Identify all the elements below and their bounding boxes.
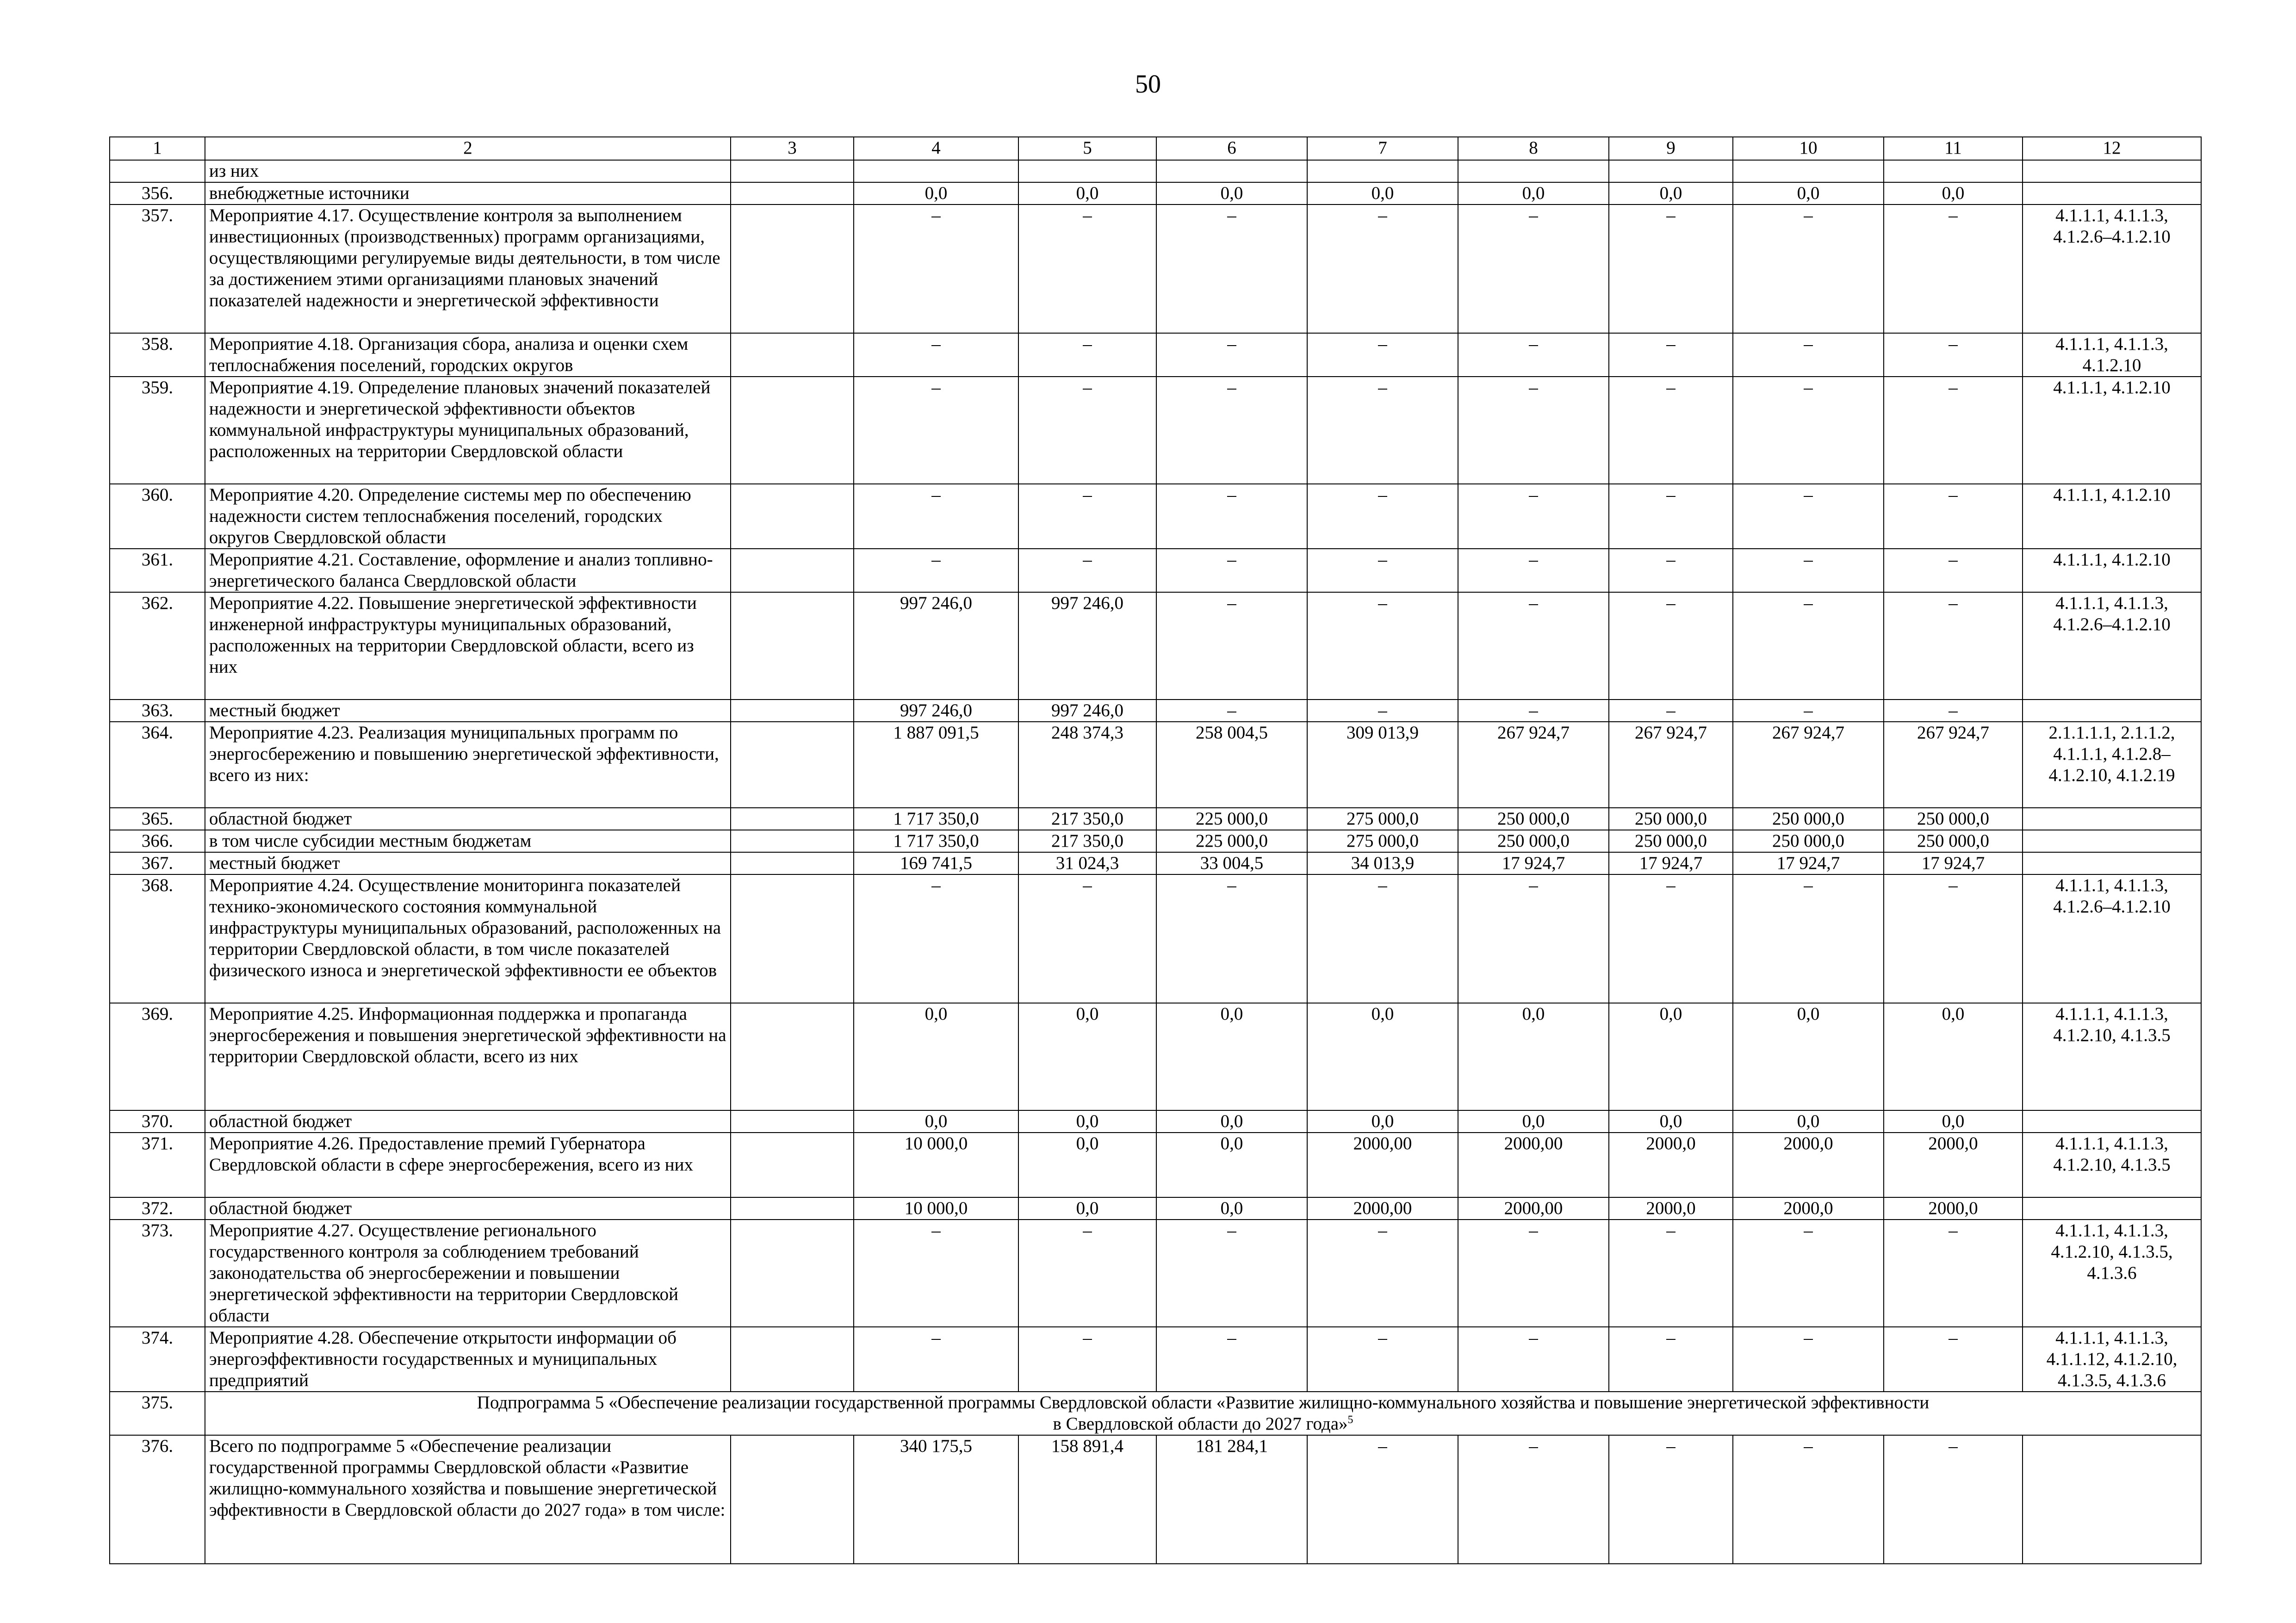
row-description: местный бюджет (205, 700, 731, 722)
value-cell: – (1884, 549, 2023, 592)
value-cell: 2000,00 (1458, 1197, 1609, 1220)
table-row (110, 1133, 2201, 1197)
value-cell (1884, 160, 2023, 182)
column-header: 2 (205, 137, 731, 160)
value-cell: – (1458, 1220, 1609, 1327)
value-cell: 0,0 (854, 1110, 1018, 1133)
row-description: Всего по подпрограмме 5 «Обеспечение реализации государственной программы Свердловской области «Развитие жилищно-коммунального хозяйства и повышение энергетической эффективности в Свердловской области до 2027 года» в том числе: (205, 1435, 731, 1564)
value-cell: 0,0 (1156, 1133, 1307, 1197)
value-cell: – (1307, 1220, 1458, 1327)
value-cell: 0,0 (1884, 1003, 2023, 1110)
value-cell: 309 013,9 (1307, 722, 1458, 808)
value-cell: – (1609, 333, 1733, 377)
value-cell: – (1156, 484, 1307, 549)
col3-cell (731, 592, 854, 700)
value-cell: – (1884, 333, 2023, 377)
value-cell: – (854, 874, 1018, 1003)
row-number: 357. (110, 204, 205, 333)
column-header: 4 (854, 137, 1018, 160)
row-description: Мероприятие 4.17. Осуществление контроля за выполнением инвестиционных (производственных) программ организациями, осуществляющими регулируемые виды деятельности, в том числе за достижением этими организациями плановых значений показателей надежности и энергетической эффективности (205, 204, 731, 333)
value-cell: 0,0 (1018, 1110, 1156, 1133)
value-cell: – (1884, 592, 2023, 700)
col3-cell (731, 1197, 854, 1220)
table-row (110, 204, 2201, 333)
row-number: 374. (110, 1327, 205, 1392)
value-cell: 10 000,0 (854, 1133, 1018, 1197)
value-cell: – (1307, 1435, 1458, 1564)
table-row (110, 549, 2201, 592)
value-cell: – (1156, 333, 1307, 377)
row-description: Мероприятие 4.27. Осуществление регионального государственного контроля за соблюдением требований законодательства об энергосбережении и повышении энергетической эффективности на территории Свердловской области (205, 1220, 731, 1327)
value-cell: 248 374,3 (1018, 722, 1156, 808)
value-cell: 0,0 (1018, 182, 1156, 204)
col3-cell (731, 830, 854, 852)
value-cell: – (1018, 1220, 1156, 1327)
value-cell: – (1458, 377, 1609, 484)
value-cell: 0,0 (1156, 1110, 1307, 1133)
row-number: 361. (110, 549, 205, 592)
value-cell: – (1733, 592, 1884, 700)
target-reference: 2.1.1.1.1, 2.1.1.2, 4.1.1.1, 4.1.2.8–4.1.2.10, 4.1.2.19 (2023, 722, 2201, 808)
value-cell: 997 246,0 (1018, 700, 1156, 722)
col3-cell (731, 182, 854, 204)
row-number: 366. (110, 830, 205, 852)
value-cell: – (1884, 204, 2023, 333)
value-cell: – (1156, 874, 1307, 1003)
value-cell: 267 924,7 (1458, 722, 1609, 808)
value-cell: – (1458, 592, 1609, 700)
value-cell: – (1307, 1327, 1458, 1392)
value-cell: 250 000,0 (1884, 830, 2023, 852)
table-row (110, 1003, 2201, 1110)
column-header: 11 (1884, 137, 2023, 160)
value-cell: – (1884, 700, 2023, 722)
value-cell: – (1609, 377, 1733, 484)
value-cell: – (1156, 592, 1307, 700)
table-row (110, 808, 2201, 830)
col3-cell (731, 1435, 854, 1564)
row-number: 376. (110, 1435, 205, 1564)
value-cell: 0,0 (1156, 182, 1307, 204)
value-cell: – (1018, 874, 1156, 1003)
value-cell (1733, 160, 1884, 182)
row-description: Мероприятие 4.21. Составление, оформление и анализ топливно-энергетического баланса Свердловской области (205, 549, 731, 592)
row-number: 356. (110, 182, 205, 204)
value-cell (1018, 160, 1156, 182)
col3-cell (731, 204, 854, 333)
value-cell: 0,0 (1458, 1110, 1609, 1133)
value-cell: 0,0 (1733, 1003, 1884, 1110)
value-cell: 2000,00 (1458, 1133, 1609, 1197)
target-reference (2023, 1110, 2201, 1133)
col3-cell (731, 874, 854, 1003)
row-number: 369. (110, 1003, 205, 1110)
value-cell: – (1733, 1327, 1884, 1392)
col3-cell (731, 549, 854, 592)
col3-cell (731, 1220, 854, 1327)
value-cell: 17 924,7 (1884, 852, 2023, 874)
value-cell: 2000,0 (1884, 1197, 2023, 1220)
value-cell: – (1156, 1220, 1307, 1327)
row-description: областной бюджет (205, 1197, 731, 1220)
row-number: 372. (110, 1197, 205, 1220)
value-cell: 250 000,0 (1609, 830, 1733, 852)
col3-cell (731, 1327, 854, 1392)
value-cell: – (1307, 333, 1458, 377)
value-cell: 0,0 (1609, 182, 1733, 204)
value-cell: – (1018, 204, 1156, 333)
value-cell: – (1884, 1220, 2023, 1327)
value-cell: – (1307, 592, 1458, 700)
value-cell: 275 000,0 (1307, 808, 1458, 830)
budget-table (109, 136, 2202, 1564)
value-cell: 340 175,5 (854, 1435, 1018, 1564)
column-header: 10 (1733, 137, 1884, 160)
col3-cell (731, 333, 854, 377)
row-description: Мероприятие 4.26. Предоставление премий Губернатора Свердловской области в сфере энергосбережения, всего из них (205, 1133, 731, 1197)
value-cell: 250 000,0 (1733, 830, 1884, 852)
value-cell: 0,0 (1307, 1110, 1458, 1133)
col3-cell (731, 852, 854, 874)
target-reference: 4.1.1.1, 4.1.2.10 (2023, 549, 2201, 592)
target-reference (2023, 700, 2201, 722)
value-cell: 0,0 (1018, 1003, 1156, 1110)
value-cell (1609, 160, 1733, 182)
value-cell: 181 284,1 (1156, 1435, 1307, 1564)
value-cell: 17 924,7 (1733, 852, 1884, 874)
table-row (110, 1197, 2201, 1220)
value-cell: – (854, 484, 1018, 549)
target-reference: 4.1.1.1, 4.1.1.3, 4.1.2.10 (2023, 333, 2201, 377)
value-cell: – (1156, 700, 1307, 722)
target-reference: 4.1.1.1, 4.1.1.3, 4.1.2.10, 4.1.3.5 (2023, 1133, 2201, 1197)
table-row (110, 160, 2201, 182)
value-cell: 1 887 091,5 (854, 722, 1018, 808)
value-cell: 0,0 (1156, 1197, 1307, 1220)
row-description: Мероприятие 4.24. Осуществление мониторинга показателей технико-экономического состояния коммунальной инфраструктуры муниципальных образований, расположенных на территории Свердловской области, в том числе показателей физического износа и энергетической эффективности ее объектов (205, 874, 731, 1003)
row-description: областной бюджет (205, 808, 731, 830)
value-cell: 250 000,0 (1884, 808, 2023, 830)
value-cell: 997 246,0 (1018, 592, 1156, 700)
value-cell: 250 000,0 (1458, 808, 1609, 830)
value-cell: 158 891,4 (1018, 1435, 1156, 1564)
value-cell: 1 717 350,0 (854, 830, 1018, 852)
value-cell: – (1458, 700, 1609, 722)
col3-cell (731, 808, 854, 830)
column-header: 5 (1018, 137, 1156, 160)
table-row (110, 830, 2201, 852)
row-description: Мероприятие 4.28. Обеспечение открытости информации об энергоэффективности государственных и муниципальных предприятий (205, 1327, 731, 1392)
col3-cell (731, 377, 854, 484)
value-cell: – (1458, 333, 1609, 377)
value-cell: – (1733, 377, 1884, 484)
subprogram-title-line1: Подпрограмма 5 «Обеспечение реализации государственной программы Свердловской области «Развитие жилищно-коммунального хозяйства и повышение энергетической эффективности (477, 1393, 1930, 1412)
row-number: 359. (110, 377, 205, 484)
value-cell: – (1307, 874, 1458, 1003)
value-cell: – (1733, 333, 1884, 377)
value-cell: – (1458, 204, 1609, 333)
value-cell: 0,0 (854, 182, 1018, 204)
row-description: Мероприятие 4.19. Определение плановых значений показателей надежности и энергетической эффективности объектов коммунальной инфраструктуры муниципальных образований, расположенных на территории Свердловской области (205, 377, 731, 484)
value-cell: – (1018, 1327, 1156, 1392)
value-cell: – (854, 333, 1018, 377)
table-body (110, 137, 2201, 1564)
value-cell: – (854, 1220, 1018, 1327)
value-cell: – (1609, 549, 1733, 592)
value-cell: 250 000,0 (1733, 808, 1884, 830)
page-number: 50 (1135, 70, 1161, 99)
target-reference (2023, 830, 2201, 852)
value-cell: – (1609, 204, 1733, 333)
target-reference (2023, 852, 2201, 874)
value-cell: 250 000,0 (1609, 808, 1733, 830)
row-number: 367. (110, 852, 205, 874)
value-cell (1458, 160, 1609, 182)
value-cell: 2000,0 (1609, 1133, 1733, 1197)
value-cell: 0,0 (1884, 1110, 2023, 1133)
row-number: 362. (110, 592, 205, 700)
value-cell: – (1733, 484, 1884, 549)
target-reference (2023, 160, 2201, 182)
value-cell: 2000,0 (1733, 1133, 1884, 1197)
col3-cell (731, 1133, 854, 1197)
table-row (110, 484, 2201, 549)
value-cell: – (1609, 874, 1733, 1003)
row-number: 373. (110, 1220, 205, 1327)
table-row (110, 592, 2201, 700)
target-reference: 4.1.1.1, 4.1.1.3, 4.1.1.12, 4.1.2.10, 4.1.3.5, 4.1.3.6 (2023, 1327, 2201, 1392)
value-cell: – (1609, 700, 1733, 722)
value-cell: 0,0 (1458, 1003, 1609, 1110)
value-cell: 267 924,7 (1884, 722, 2023, 808)
row-number: 364. (110, 722, 205, 808)
value-cell: – (854, 377, 1018, 484)
value-cell: – (1307, 204, 1458, 333)
value-cell: – (854, 549, 1018, 592)
row-number: 371. (110, 1133, 205, 1197)
value-cell: – (1458, 549, 1609, 592)
value-cell: 10 000,0 (854, 1197, 1018, 1220)
value-cell: – (1307, 700, 1458, 722)
value-cell: 217 350,0 (1018, 830, 1156, 852)
value-cell: 0,0 (1884, 182, 2023, 204)
subprogram-total-row (110, 1435, 2201, 1564)
value-cell: 0,0 (1018, 1133, 1156, 1197)
value-cell: 258 004,5 (1156, 722, 1307, 808)
table-row (110, 1110, 2201, 1133)
col3-cell (731, 1003, 854, 1110)
table-row (110, 1220, 2201, 1327)
subprogram-row (110, 1392, 2201, 1435)
value-cell: – (854, 204, 1018, 333)
value-cell: – (1884, 1327, 2023, 1392)
value-cell: 17 924,7 (1609, 852, 1733, 874)
value-cell: – (1733, 549, 1884, 592)
value-cell: – (1458, 874, 1609, 1003)
column-header: 7 (1307, 137, 1458, 160)
row-number: 370. (110, 1110, 205, 1133)
target-reference (2023, 1197, 2201, 1220)
value-cell: – (1884, 484, 2023, 549)
value-cell: 0,0 (1733, 1110, 1884, 1133)
footnote-marker: 5 (1347, 1414, 1353, 1426)
subprogram-title-line2 (209, 1413, 2197, 1435)
value-cell (1307, 160, 1458, 182)
value-cell: 250 000,0 (1458, 830, 1609, 852)
value-cell: – (1733, 874, 1884, 1003)
table-row (110, 852, 2201, 874)
value-cell: 1 717 350,0 (854, 808, 1018, 830)
row-number: 365. (110, 808, 205, 830)
target-reference: 4.1.1.1, 4.1.1.3, 4.1.2.10, 4.1.3.5 (2023, 1003, 2201, 1110)
subprogram-title (205, 1392, 2201, 1435)
row-number: 358. (110, 333, 205, 377)
value-cell: – (1458, 1435, 1609, 1564)
value-cell: 275 000,0 (1307, 830, 1458, 852)
value-cell (854, 160, 1018, 182)
col3-cell (731, 1110, 854, 1133)
value-cell: – (854, 1327, 1018, 1392)
value-cell: – (1156, 377, 1307, 484)
value-cell: 997 246,0 (854, 700, 1018, 722)
row-description: внебюджетные источники (205, 182, 731, 204)
column-header: 9 (1609, 137, 1733, 160)
value-cell: – (1156, 1327, 1307, 1392)
row-description: Мероприятие 4.23. Реализация муниципальных программ по энергосбережению и повышению энергетической эффективности, всего из них: (205, 722, 731, 808)
target-reference: 4.1.1.1, 4.1.1.3, 4.1.2.6–4.1.2.10 (2023, 874, 2201, 1003)
value-cell: 0,0 (1609, 1003, 1733, 1110)
table-row (110, 874, 2201, 1003)
value-cell: – (1307, 484, 1458, 549)
column-header-row (110, 137, 2201, 160)
row-description: Мероприятие 4.22. Повышение энергетической эффективности инженерной инфраструктуры муниципальных образований, расположенных на территории Свердловской области, всего из них (205, 592, 731, 700)
value-cell: – (1458, 1327, 1609, 1392)
value-cell (1156, 160, 1307, 182)
value-cell: 0,0 (1609, 1110, 1733, 1133)
value-cell: – (1307, 377, 1458, 484)
value-cell: 33 004,5 (1156, 852, 1307, 874)
value-cell: 0,0 (1307, 182, 1458, 204)
table-row (110, 377, 2201, 484)
row-description: местный бюджет (205, 852, 731, 874)
value-cell: – (1307, 549, 1458, 592)
row-description: Мероприятие 4.25. Информационная поддержка и пропаганда энергосбережения и повышения энергетической эффективности на территории Свердловской области, всего из них (205, 1003, 731, 1110)
target-reference (2023, 1435, 2201, 1564)
value-cell: 2000,0 (1884, 1133, 2023, 1197)
row-description: в том числе субсидии местным бюджетам (205, 830, 731, 852)
value-cell: 0,0 (1733, 182, 1884, 204)
row-description: Мероприятие 4.18. Организация сбора, анализа и оценки схем теплоснабжения поселений, городских округов (205, 333, 731, 377)
value-cell: – (1156, 204, 1307, 333)
value-cell: – (1018, 484, 1156, 549)
value-cell: – (1609, 1327, 1733, 1392)
row-description: из них (205, 160, 731, 182)
column-header: 12 (2023, 137, 2201, 160)
column-header: 3 (731, 137, 854, 160)
table-row (110, 182, 2201, 204)
value-cell: – (1018, 333, 1156, 377)
value-cell: – (1733, 204, 1884, 333)
value-cell: – (1018, 549, 1156, 592)
value-cell: 0,0 (1018, 1197, 1156, 1220)
table-row (110, 1327, 2201, 1392)
value-cell: 225 000,0 (1156, 830, 1307, 852)
col3-cell (731, 722, 854, 808)
column-header: 6 (1156, 137, 1307, 160)
row-description: Мероприятие 4.20. Определение системы мер по обеспечению надежности систем теплоснабжения поселений, городских округов Свердловской области (205, 484, 731, 549)
row-number: 360. (110, 484, 205, 549)
value-cell: – (1884, 377, 2023, 484)
column-header: 1 (110, 137, 205, 160)
value-cell: 225 000,0 (1156, 808, 1307, 830)
col3-cell (731, 160, 854, 182)
column-header: 8 (1458, 137, 1609, 160)
row-number: 363. (110, 700, 205, 722)
value-cell: – (1609, 1220, 1733, 1327)
value-cell: – (1609, 592, 1733, 700)
target-reference: 4.1.1.1, 4.1.1.3, 4.1.2.6–4.1.2.10 (2023, 204, 2201, 333)
value-cell: 0,0 (1156, 1003, 1307, 1110)
table-row (110, 333, 2201, 377)
value-cell: 169 741,5 (854, 852, 1018, 874)
col3-cell (731, 484, 854, 549)
subprogram-title-line2-text: в Свердловской области до 2027 года» (1053, 1414, 1348, 1434)
target-reference: 4.1.1.1, 4.1.2.10 (2023, 484, 2201, 549)
value-cell: 0,0 (1458, 182, 1609, 204)
value-cell: – (1156, 549, 1307, 592)
value-cell: 0,0 (1307, 1003, 1458, 1110)
value-cell: 31 024,3 (1018, 852, 1156, 874)
row-number (110, 160, 205, 182)
value-cell: – (1733, 1220, 1884, 1327)
value-cell: 2000,0 (1733, 1197, 1884, 1220)
value-cell: – (1609, 1435, 1733, 1564)
table-row (110, 700, 2201, 722)
value-cell: 267 924,7 (1609, 722, 1733, 808)
col3-cell (731, 700, 854, 722)
value-cell: – (1733, 700, 1884, 722)
value-cell: 2000,00 (1307, 1133, 1458, 1197)
target-reference: 4.1.1.1, 4.1.1.3, 4.1.2.10, 4.1.3.5, 4.1.3.6 (2023, 1220, 2201, 1327)
target-reference: 4.1.1.1, 4.1.1.3, 4.1.2.6–4.1.2.10 (2023, 592, 2201, 700)
row-description: областной бюджет (205, 1110, 731, 1133)
value-cell: 17 924,7 (1458, 852, 1609, 874)
value-cell: 217 350,0 (1018, 808, 1156, 830)
value-cell: 0,0 (854, 1003, 1018, 1110)
value-cell: – (1884, 1435, 2023, 1564)
target-reference (2023, 808, 2201, 830)
table-row (110, 722, 2201, 808)
row-number: 368. (110, 874, 205, 1003)
value-cell: – (1018, 377, 1156, 484)
row-number: 375. (110, 1392, 205, 1435)
value-cell: 997 246,0 (854, 592, 1018, 700)
value-cell: – (1733, 1435, 1884, 1564)
value-cell: 2000,00 (1307, 1197, 1458, 1220)
target-reference (2023, 182, 2201, 204)
value-cell: 267 924,7 (1733, 722, 1884, 808)
value-cell: 2000,0 (1609, 1197, 1733, 1220)
value-cell: 34 013,9 (1307, 852, 1458, 874)
value-cell: – (1609, 484, 1733, 549)
value-cell: – (1458, 484, 1609, 549)
value-cell: – (1884, 874, 2023, 1003)
target-reference: 4.1.1.1, 4.1.2.10 (2023, 377, 2201, 484)
